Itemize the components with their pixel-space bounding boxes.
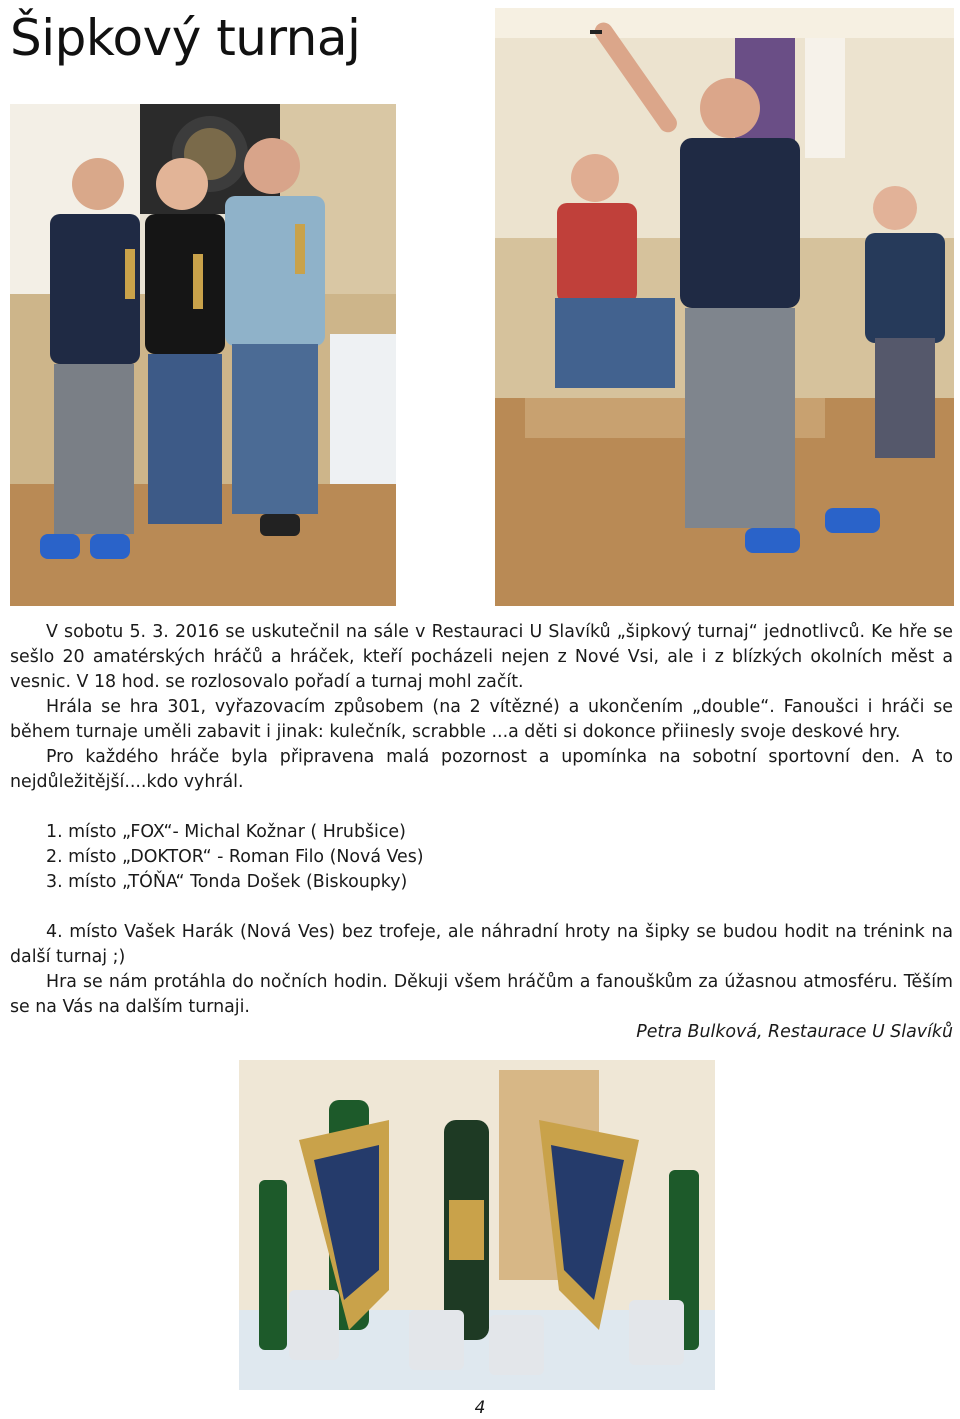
result-item: 1. místo „FOX“- Michal Kožnar ( Hrubšice) <box>46 822 406 842</box>
article-body <box>10 620 953 1045</box>
result-item: 2. místo „DOKTOR“ - Roman Filo (Nová Ves) <box>46 847 424 867</box>
article-paragraph: V sobotu 5. 3. 2016 se uskutečnil na sále v Restauraci U Slavíků „šipkový turnaj“ jednotlivců. Ke hře se sešlo 20 amatérských hráčů a hráček, kteří pocházeli nejen z Nové Vsi, ale i z blízkých okolních měst a vesnic. V 18 hod. se rozlosovalo pořadí a turnaj mohl začít. <box>10 622 953 692</box>
article-paragraph: Hrála se hra 301, vyřazovacím způsobem (na 2 vítězné) a ukončením „double“. Fanoušci i hráči se během turnaje uměli zabavit i jinak: kulečník, scrabble ...a děti si dokonce přiinesly svoje deskové hry. <box>10 697 953 742</box>
results-list <box>10 820 953 895</box>
player-throwing-photo <box>495 8 954 606</box>
article-paragraph: Hra se nám protáhla do nočních hodin. Děkuji všem hráčům a fanouškům za úžasnou atmosféru. Těším se na Vás na dalším turnaji. <box>10 972 953 1017</box>
result-item: 3. místo „TÓŇA“ Tonda Došek (Biskoupky) <box>46 872 408 892</box>
winners-photo <box>10 104 396 606</box>
page-title: Šipkový turnaj <box>10 9 361 67</box>
trophies-photo <box>239 1060 715 1390</box>
article-paragraph: 4. místo Vašek Harák (Nová Ves) bez trofeje, ale náhradní hroty na šipky se budou hodit na trénink na další turnaj ;) <box>10 922 953 967</box>
signature: Petra Bulková, Restaurace U Slavíků <box>636 1022 953 1042</box>
article-paragraph: Pro každého hráče byla připravena malá pozornost a upomínka na sobotní sportovní den. A to nejdůležitější....kdo vyhrál. <box>10 747 953 792</box>
page-number: 4 <box>474 1398 486 1418</box>
